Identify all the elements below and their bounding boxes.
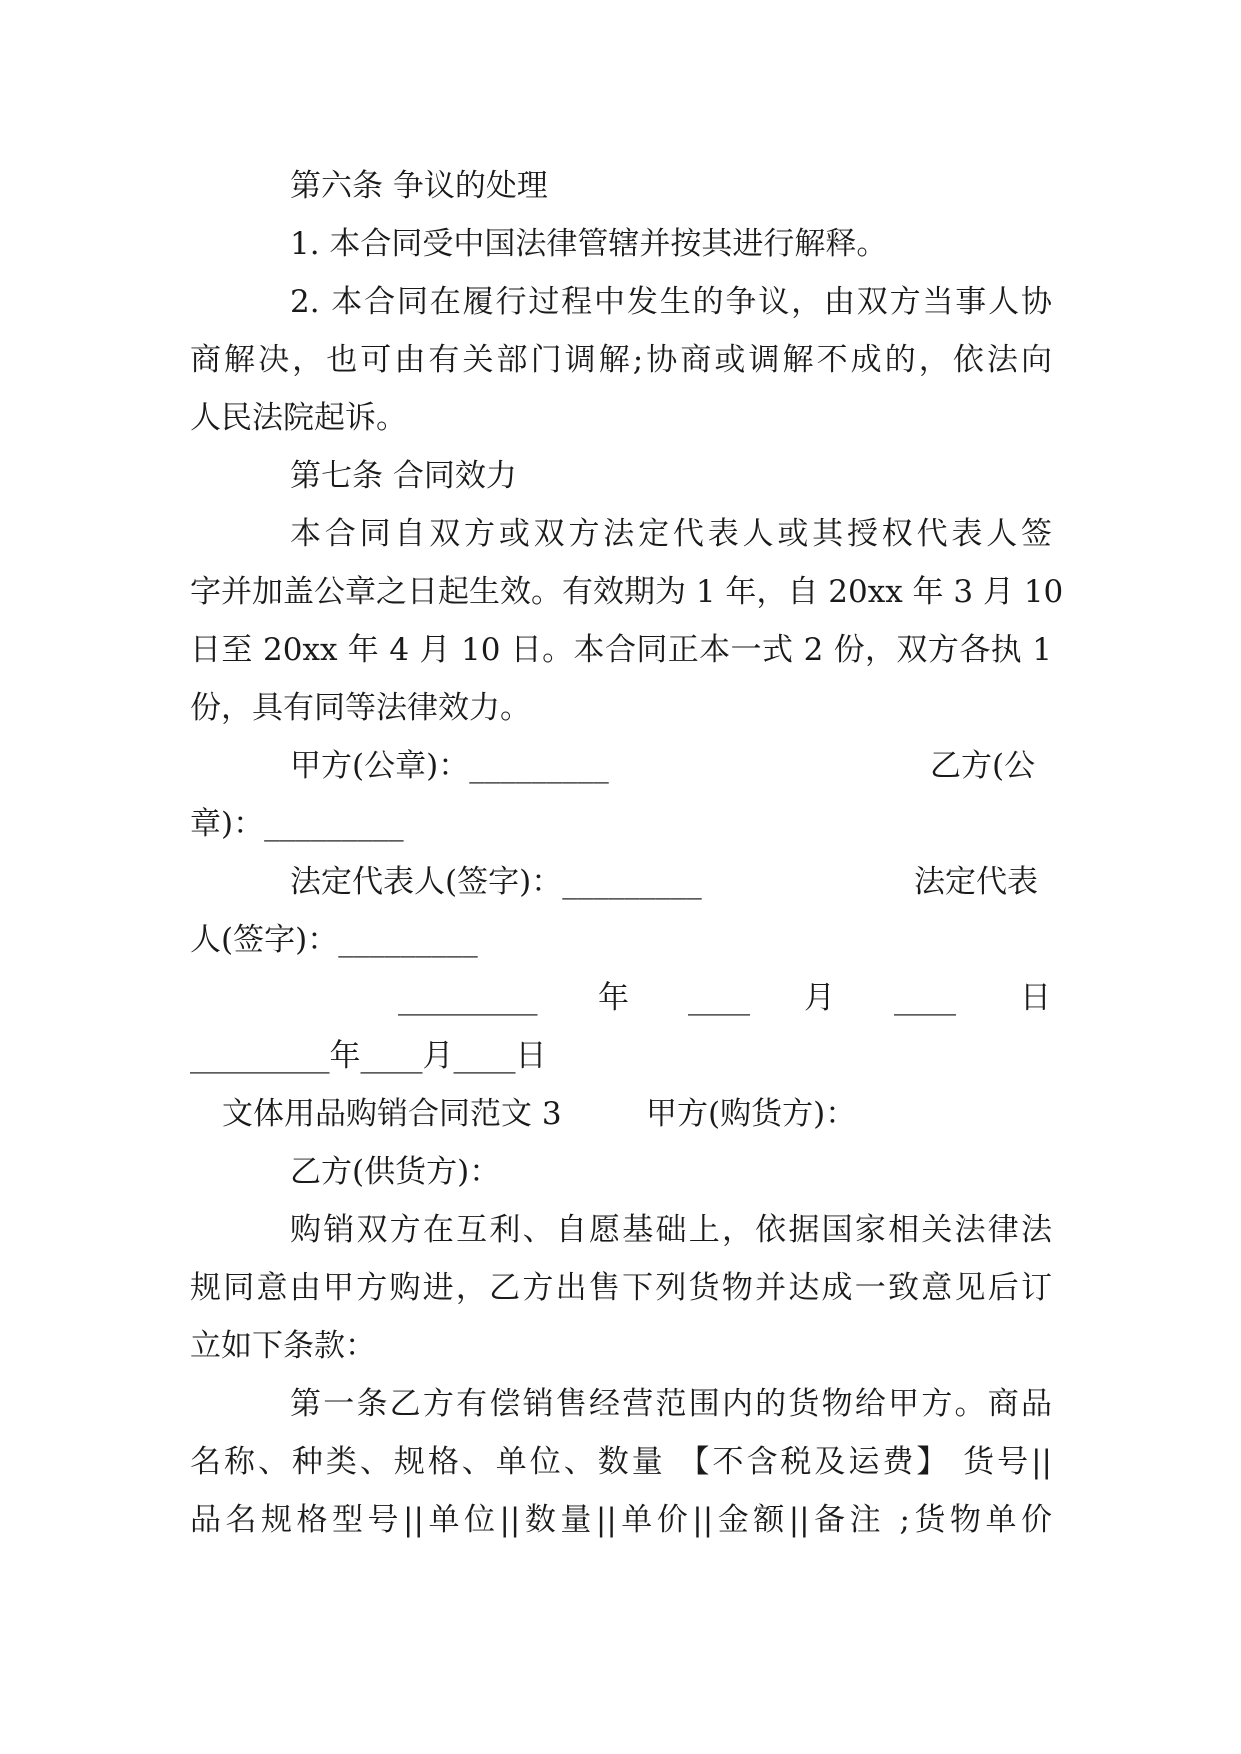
party-a-representative-line: 法定代表人(签字)：_________ bbox=[290, 864, 702, 900]
article-1-line-1: 第一条乙方有偿销售经营范围内的货物给甲方。商品 bbox=[290, 1386, 1052, 1422]
article-6-clause-2-line-1: 2. 本合同在履行过程中发生的争议，由双方当事人协 bbox=[290, 284, 1052, 320]
party-a-seal-line: 甲方(公章)：_________ bbox=[290, 748, 609, 784]
article-7-text-line-3: 日至 20xx 年 4 月 10 日。本合同正本一式 2 份，双方各执 1 bbox=[190, 632, 1052, 668]
party-a-date-month-blank: ____ bbox=[688, 980, 750, 1016]
party-a-date-year: 年 bbox=[598, 980, 629, 1016]
preamble-line-2: 规同意由甲方购进，乙方出售下列货物并达成一致意见后订 bbox=[190, 1270, 1052, 1306]
party-b-date-line: _________年____月____日 bbox=[190, 1038, 547, 1074]
party-a-date-day-blank: ____ bbox=[894, 980, 956, 1016]
article-6-clause-2-line-2: 商解决，也可由有关部门调解;协商或调解不成的，依法向 bbox=[190, 342, 1052, 378]
party-b-seal-label-start: 乙方(公 bbox=[930, 748, 1036, 784]
party-b-representative-label-start: 法定代表 bbox=[914, 864, 1038, 900]
document-title: 文体用品购销合同范文 3 bbox=[222, 1096, 562, 1132]
preamble-line-3: 立如下条款： bbox=[190, 1328, 376, 1364]
article-7-text-line-4: 份，具有同等法律效力。 bbox=[190, 690, 531, 726]
party-b-seal-line: 章)：_________ bbox=[190, 806, 404, 842]
preamble-line-1: 购销双方在互利、自愿基础上，依据国家相关法律法 bbox=[290, 1212, 1052, 1248]
article-1-line-2: 名称、种类、规格、单位、数量 【不含税及运费】 货号|| bbox=[190, 1444, 1052, 1480]
article-1-line-3: 品名规格型号||单位||数量||单价||金额||备注 ;货物单价 bbox=[190, 1502, 1052, 1538]
article-7-heading: 第七条 合同效力 bbox=[290, 458, 517, 494]
buyer-label: 甲方(购货方)： bbox=[646, 1096, 857, 1132]
supplier-label: 乙方(供货方)： bbox=[290, 1154, 501, 1190]
party-a-date-year-blank: _________ bbox=[398, 980, 538, 1016]
party-a-date-day: 日 bbox=[1020, 980, 1051, 1016]
article-6-clause-2-line-3: 人民法院起诉。 bbox=[190, 400, 407, 436]
article-7-text-line-2: 字并加盖公章之日起生效。有效期为 1 年，自 20xx 年 3 月 10 bbox=[190, 574, 1064, 610]
article-7-text-line-1: 本合同自双方或双方法定代表人或其授权代表人签 bbox=[290, 516, 1052, 552]
party-b-representative-line: 人(签字)：_________ bbox=[190, 922, 478, 958]
party-a-date-month: 月 bbox=[804, 980, 835, 1016]
article-6-clause-1: 1. 本合同受中国法律管辖并按其进行解释。 bbox=[290, 226, 888, 262]
article-6-heading: 第六条 争议的处理 bbox=[290, 168, 548, 204]
